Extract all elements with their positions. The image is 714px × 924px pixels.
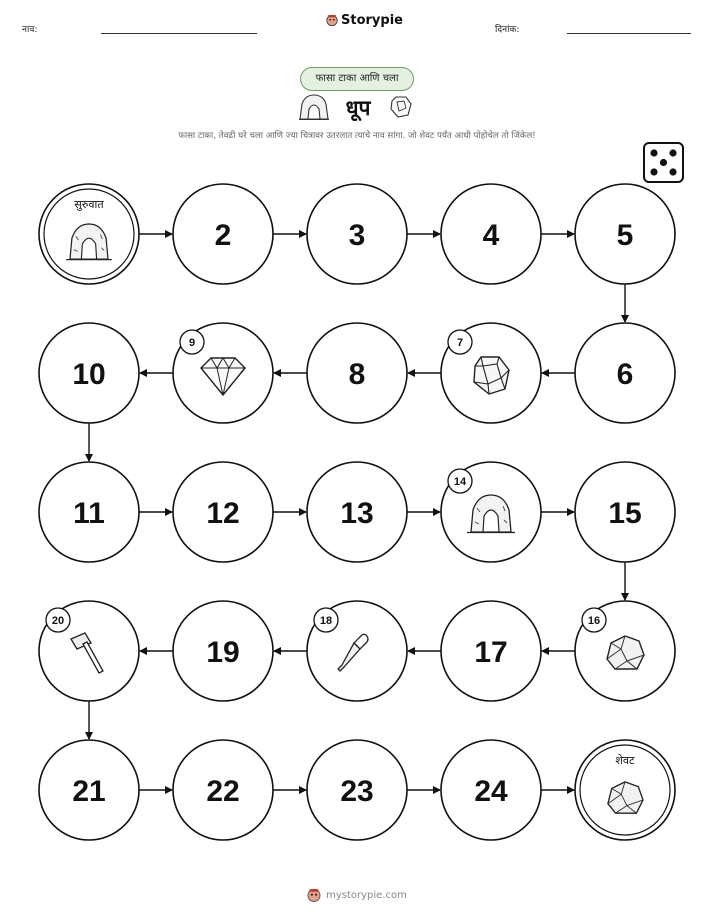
board-space-10[interactable] <box>39 323 139 423</box>
board-space-12[interactable] <box>173 462 273 562</box>
space-number: 24 <box>474 775 508 808</box>
footer <box>0 888 714 903</box>
space-number-badge-label: 9 <box>188 337 196 349</box>
space-number: 10 <box>72 358 106 391</box>
space-number: 23 <box>340 775 374 808</box>
dice-pip <box>669 149 676 156</box>
board-space-2[interactable] <box>173 184 273 284</box>
page-title: धूप <box>345 96 371 120</box>
space-number: 22 <box>206 775 240 808</box>
board-space-6[interactable] <box>575 323 675 423</box>
footer-mascot-icon <box>307 888 321 903</box>
board-space-22[interactable] <box>173 740 273 840</box>
board-space-16[interactable] <box>575 601 675 701</box>
space-number: 4 <box>482 219 500 252</box>
space-number-badge-label: 14 <box>453 476 467 488</box>
board-space-5[interactable] <box>575 184 675 284</box>
space-number-badge-label: 18 <box>319 615 333 627</box>
board-space-13[interactable] <box>307 462 407 562</box>
space-number: 3 <box>348 219 366 252</box>
board-space-3[interactable] <box>307 184 407 284</box>
space-number: 12 <box>206 497 240 530</box>
subtitle-pill: फासा टाका आणि चला <box>300 67 414 91</box>
start-label: सुरुवात <box>74 198 104 211</box>
board-space-18[interactable] <box>307 601 407 701</box>
space-number-badge-label: 7 <box>456 337 464 349</box>
space-number: 5 <box>616 219 634 252</box>
space-number: 17 <box>474 636 508 669</box>
end-label: शेवट <box>615 754 635 767</box>
space-number: 11 <box>73 497 105 530</box>
board-space-21[interactable] <box>39 740 139 840</box>
board-space-17[interactable] <box>441 601 541 701</box>
board-space-24[interactable] <box>441 740 541 840</box>
space-number-badge-label: 16 <box>587 615 601 627</box>
board-space-14[interactable] <box>441 462 541 562</box>
board-space-7[interactable] <box>441 323 541 423</box>
dice-pip <box>669 168 676 175</box>
space-number: 21 <box>72 775 106 808</box>
dice-pip <box>650 149 657 156</box>
name-label: नाव: <box>22 25 38 35</box>
end-space[interactable] <box>575 740 675 840</box>
dice-pip <box>660 159 667 166</box>
board-space-23[interactable] <box>307 740 407 840</box>
space-number: 6 <box>616 358 634 391</box>
space-number: 13 <box>340 497 374 530</box>
board-space-20[interactable] <box>39 601 139 701</box>
board-space-15[interactable] <box>575 462 675 562</box>
dice-pip <box>650 168 657 175</box>
instructions: फासा टाका, तेवढी घरे चला आणि ज्या चित्रावर उतरलात त्याचे नाव सांगा. जो शेवट पर्यंत आधी पोहोचेल तो जिंकेल! <box>178 131 536 141</box>
dice-icon[interactable] <box>644 143 683 182</box>
board-space-19[interactable] <box>173 601 273 701</box>
board-space-11[interactable] <box>39 462 139 562</box>
space-number: 19 <box>206 636 240 669</box>
space-number: 15 <box>608 497 642 530</box>
brand-name: Storypie <box>341 13 403 28</box>
board-space-4[interactable] <box>441 184 541 284</box>
date-label: दिनांक: <box>495 25 520 35</box>
space-number-badge-label: 20 <box>51 615 65 627</box>
space-number: 8 <box>348 358 366 391</box>
board-space-9[interactable] <box>173 323 273 423</box>
board-space-8[interactable] <box>307 323 407 423</box>
space-number: 2 <box>214 219 232 252</box>
footer-url[interactable]: mystorypie.com <box>326 890 407 901</box>
start-space[interactable] <box>39 184 139 284</box>
